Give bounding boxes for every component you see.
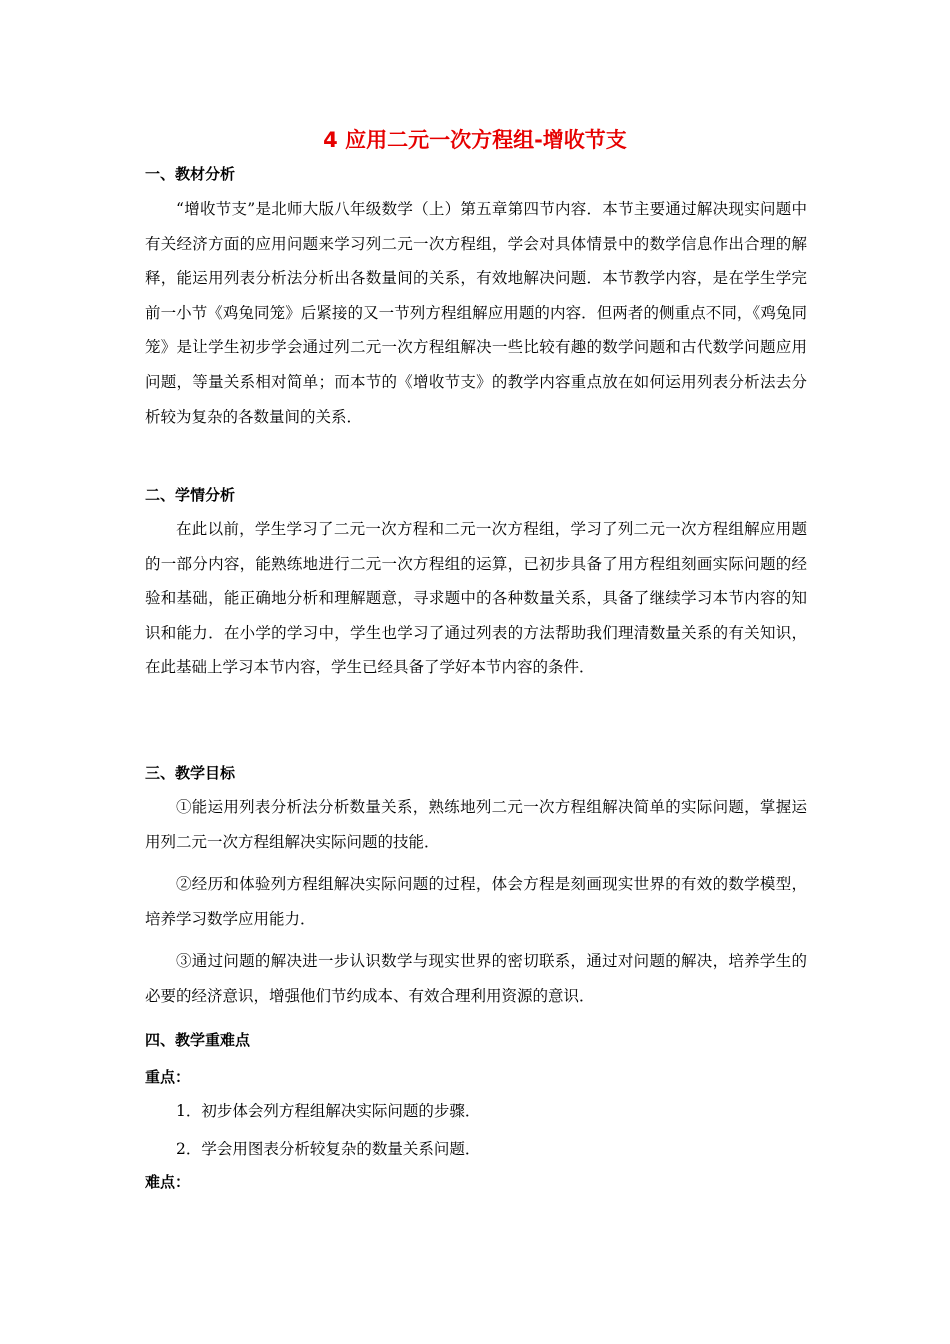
teaching-goal-3: ③通过问题的解决进一步认识数学与现实世界的密切联系，通过对问题的解决，培养学生的必要的经济意识，增强他们节约成本、有效合理利用资源的意识． [145,952,807,1005]
teaching-goal-1: ①能运用列表分析法分析数量关系，熟练地列二元一次方程组解决简单的实际问题，掌握运用列二元一次方程组解决实际问题的技能． [145,798,807,851]
paragraph-textbook-analysis: “增收节支”是北师大版八年级数学（上）第五章第四节内容．本节主要通过解决现实问题中有关经济方面的应用问题来学习列二元一次方程组，学会对具体情景中的数学信息作出合理的解释，能运用列表分析法分析出各数量间的关系，有效地解决问题．本节教学内容，是在学生学完前一小节《鸡兔同笼》后紧接的又一节列方程组解应用题的内容．但两者的侧重点不同，《鸡兔同笼》是让学生初步学会通过列二元一次方程组解决一些比较有趣的数学问题和古代数学问题应用问题，等量关系相对简单；而本节的《增收节支》的教学内容重点放在如何运用列表分析法去分析较为复杂的各数量间的关系． [145,200,807,426]
key-points-label: 重点： [145,1068,191,1086]
paragraph-student-analysis: 在此以前，学生学习了二元一次方程和二元一次方程组，学习了列二元一次方程组解应用题的一部分内容，能熟练地进行二元一次方程组的运算，已初步具备了用方程组刻画实际问题的经验和基础，能正确地分析和理解题意，寻求题中的各种数量关系，具备了继续学习本节内容的知识和能力．在小学的学习中，学生也学习了通过列表的方法帮助我们理清数量关系的有关知识，在此基础上学习本节内容，学生已经具备了学好本节内容的条件． [145,520,807,677]
section-heading-textbook-analysis: 一、教材分析 [145,165,236,183]
document-title: 4 应用二元一次方程组-增收节支 [323,128,627,152]
section-heading-student-analysis: 二、学情分析 [145,486,236,504]
key-point-2: 2．学会用图表分析较复杂的数量关系问题． [176,1140,481,1158]
teaching-goal-2: ②经历和体验列方程组解决实际问题的过程，体会方程是刻画现实世界的有效的数学模型，培养学习数学应用能力． [145,875,807,928]
section-heading-teaching-goals: 三、教学目标 [145,764,236,782]
difficult-points-label: 难点： [145,1173,191,1191]
section-heading-key-difficult-points: 四、教学重难点 [145,1031,251,1049]
key-point-1: 1．初步体会列方程组解决实际问题的步骤． [176,1102,481,1120]
